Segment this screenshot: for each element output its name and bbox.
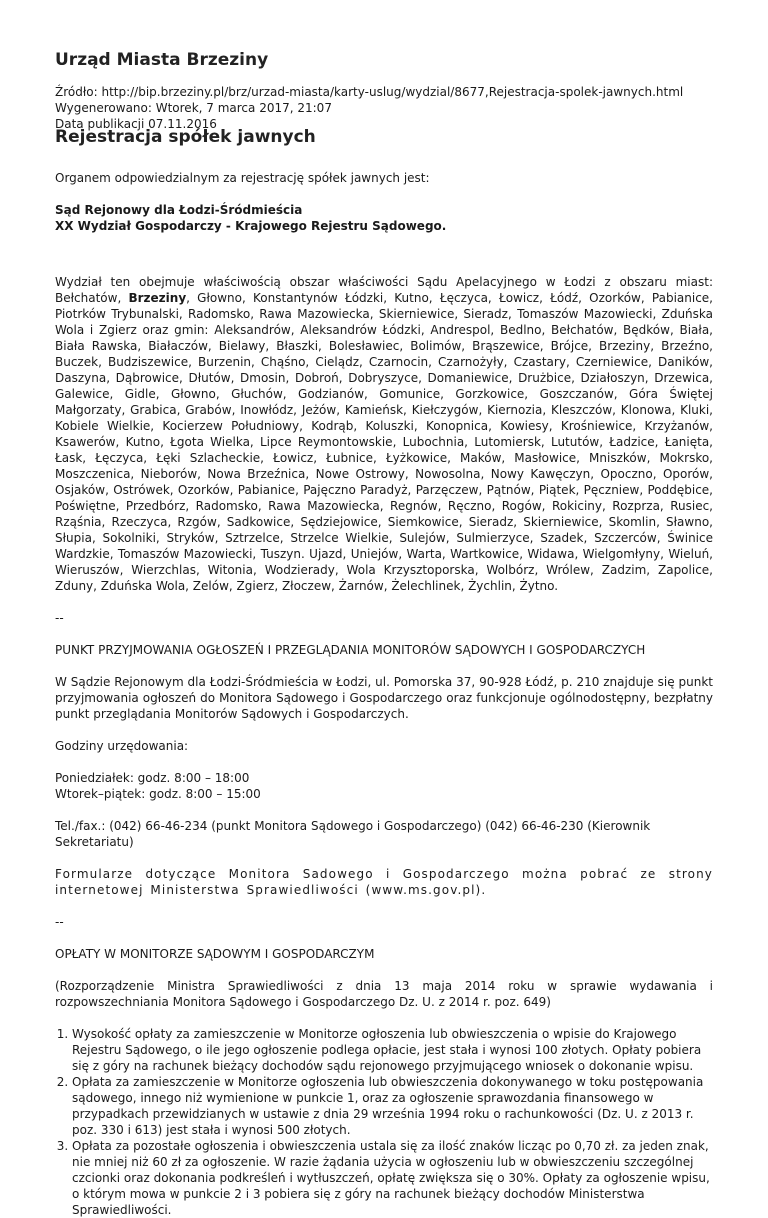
list-item: 3. Opłata za pozostałe ogłoszenia i obwieszczenia ustala się za ilość znaków licząc po 0,70 zł. za jeden znak, nie mniej niż 60 zł za ogłoszenie. W razie żądania użycia w ogłoszeniu lub w obwieszczeniu szczególnej czcionki oraz dokonania podkreśleń i wytłuszczeń, opłatę zwiększa się o 30%. Opłaty za ogłoszenie wpisu, o którym mowa w punkcie 2 i 3 pobiera się z góry na rachunek bieżący dochodów Ministerstwa Sprawiedliwości.	[72, 1138, 713, 1218]
hours-tue-fri: Wtorek–piątek: godz. 8:00 – 15:00	[55, 787, 261, 801]
jurisdiction-highlight: Brzeziny	[128, 291, 187, 305]
source-url: Źródło: http://bip.brzeziny.pl/brz/urzad-miasta/karty-uslug/wydzial/8677,Rejestracja-spolek-jawnych.html	[55, 85, 684, 99]
intro-text: Organem odpowiedzialnym za rejestrację spółek jawnych jest:	[55, 171, 430, 185]
document-meta	[55, 84, 683, 132]
separator-2: --	[55, 915, 64, 929]
court-name	[55, 202, 713, 234]
section-heading-fees: OPŁATY W MONITORZE SĄDOWYM I GOSPODARCZYM	[55, 947, 375, 961]
separator: --	[55, 611, 64, 625]
phone-info: Tel./fax.: (042) 66-46-234 (punkt Monitora Sądowego i Gospodarczego) (042) 66-46-230 (Kierownik Sekretariatu)	[55, 819, 651, 849]
monitor-point-description: W Sądzie Rejonowym dla Łodzi-Śródmieścia w Łodzi, ul. Pomorska 37, 90-928 Łódź, p. 210 znajduje się punkt przyjmowania ogłoszeń do Monitora Sądowego i Gospodarczego oraz funkcjonuje ogólnodostępny, bezpłatny punkt przeglądania Monitorów Sądowych i Gospodarczych.	[55, 675, 713, 721]
office-hours-label: Godziny urzędowania:	[55, 739, 189, 753]
court-line-1: Sąd Rejonowy dla Łodzi-Śródmieścia	[55, 203, 303, 217]
document-title: Rejestracja spółek jawnych	[55, 127, 316, 147]
office-hours	[55, 770, 713, 802]
list-item: 2. Opłata za zamieszczenie w Monitorze ogłoszenia lub obwieszczenia dokonywanego w toku postępowania sądowego, innego niż wymienione w punkcie 1, oraz za ogłoszenie sprawozdania finansowego w przypadkach przewidzianych w ustawie z dnia 29 września 1994 roku o rachunkowości (Dz. U. z 2013 r. poz. 330 i 613) jest stała i wynosi 500 złotych.	[72, 1074, 713, 1138]
list-item: 1. Wysokość opłaty za zamieszczenie w Monitorze ogłoszenia lub obwieszczenia o wpisie do Krajowego Rejestru Sądowego, o ile jego ogłoszenie podlega opłacie, jest stała i wynosi 100 złotych. Opłaty pobiera się z góry na rachunek bieżący dochodów sądu rejonowego przyjmującego wniosek o dokonanie wpisu.	[72, 1026, 713, 1074]
jurisdiction-after: , Głowno, Konstantynów Łódzki, Kutno, Łęczyca, Łowicz, Łódź, Ozorków, Pabianice, Piotrków Trybunalski, Radomsko, Rawa Mazowiecka, Skierniewice, Sieradz, Tomaszów Mazowiecki, Zduńska Wola i Zgierz oraz gmin: Aleksandrów, Aleksandrów Łódzki, Andrespol, Bedlno, Bełchatów, Będków, Biała, Biała Rawska, Białaczów, Bielawy, Błaszki, Bolesławiec, Bolimów, Brąszewice, Brójce, Brzeziny, Brzeźno, Buczek, Budziszewice, Burzenin, Chąśno, Cielądz, Czarnocin, Czarnożyły, Czastary, Czerniewice, Daników, Daszyna, Dąbrowice, Dłutów, Dmosin, Dobroń, Dobryszyce, Domaniewice, Drużbice, Działoszyn, Drzewica, Galewice, Gidle, Głowno, Głuchów, Godzianów, Gomunice, Gorzkowice, Goszczanów, Góra Świętej Małgorzaty, Grabica, Grabów, Inowłódz, Jeżów, Kamieńsk, Kiełczygów, Kiernozia, Kleszczów, Klonowa, Kluki, Kobiele Wielkie, Kocierzew Południowy, Kodrąb, Koluszki, Konopnica, Kowiesy, Krośniewice, Krzyżanów, Ksawerów, Kutno, Łgota Wielka, Lipce Reymontowskie, Lubochnia, Lutomiersk, Lututów, Ładzice, Łanięta, Łask, Łęczyca, Łęki Szlacheckie, Łowicz, Łubnice, Łyżkowice, Maków, Masłowice, Mniszków, Mokrsko, Moszczenica, Nieborów, Nowa Brzeźnica, Nowe Ostrowy, Nowosolna, Nowy Kawęczyn, Opoczno, Oporów, Osjaków, Ostrówek, Ozorków, Pabianice, Pajęczno Paradyż, Parzęczew, Pątnów, Piątek, Pęczniew, Poddębice, Poświętne, Przedbórz, Radomsko, Rawa Mazowiecka, Regnów, Ręczno, Rogów, Rokiciny, Rozprza, Rusiec, Rząśnia, Rzeczyca, Rzgów, Sadkowice, Sędziejowice, Siemkowice, Sieradz, Skierniewice, Skomlin, Sławno, Słupia, Sokolniki, Stryków, Sztrzelce, Strzelce Wielkie, Sulejów, Sulmierzyce, Szadek, Szczerców, Świnice Wardzkie, Tomaszów Mazowiecki, Tuszyn. Ujazd, Uniejów, Warta, Wartkowice, Widawa, Wielgomłyny, Wieluń, Wieruszów, Wierzchlas, Witonia, Wodzierady, Wola Krzysztoporska, Wolbórz, Wrólew, Zadzim, Zapolice, Zduny, Zduńska Wola, Zelów, Zgierz, Złoczew, Żarnów, Żelechlinek, Żychlin, Żytno.	[55, 291, 713, 593]
fees-legal-basis: (Rozporządzenie Ministra Sprawiedliwości z dnia 13 maja 2014 roku w sprawie wydawania i rozpowszechniania Monitora Sądowego i Gospodarczego Dz. U. z 2014 r. poz. 649)	[55, 979, 713, 1009]
jurisdiction-before: Wydział ten obejmuje właściwością obszar właściwości Sądu Apelacyjnego w Łodzi z obszaru miast: Bełchatów,	[55, 275, 713, 305]
forms-info: Formularze dotyczące Monitora Sadowego i Gospodarczego można pobrać ze strony internetowej Ministerstwa Sprawiedliwości (www.ms.gov.pl).	[55, 867, 713, 897]
generated-date: Wygenerowano: Wtorek, 7 marca 2017, 21:07	[55, 101, 332, 115]
fees-list	[55, 1026, 713, 1218]
hours-monday: Poniedziałek: godz. 8:00 – 18:00	[55, 771, 250, 785]
publication-date: Data publikacji 07.11.2016	[55, 117, 217, 131]
site-title: Urząd Miasta Brzeziny	[55, 50, 269, 70]
court-line-2: XX Wydział Gospodarczy - Krajowego Rejestru Sądowego.	[55, 219, 447, 233]
section-heading-monitor-point: PUNKT PRZYJMOWANIA OGŁOSZEŃ I PRZEGLĄDANIA MONITORÓW SĄDOWYCH I GOSPODARCZYCH	[55, 643, 646, 657]
jurisdiction-text	[55, 274, 713, 594]
document-content	[55, 170, 713, 1218]
